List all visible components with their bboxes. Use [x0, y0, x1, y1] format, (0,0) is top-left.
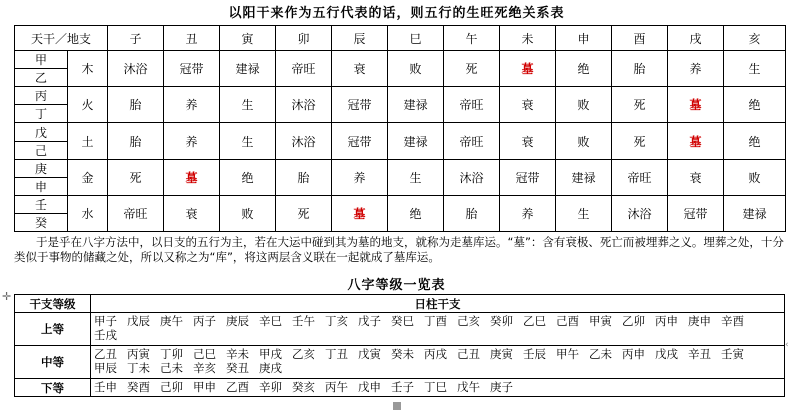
pillar-item: 丙子	[193, 314, 216, 328]
stage-cell: 养	[164, 87, 220, 123]
stage-cell: 墓	[332, 195, 388, 231]
pillar-item: 癸酉	[127, 380, 150, 394]
stage-cell: 衰	[164, 195, 220, 231]
pillar-item: 辛巳	[259, 314, 282, 328]
stage-cell: 生	[220, 123, 276, 159]
stage-cell: 冠带	[668, 195, 724, 231]
pillar-item: 丙戌	[424, 347, 447, 361]
stage-cell: 死	[108, 159, 164, 195]
pillar-item: 丙申	[622, 347, 645, 361]
pillar-item: 辛酉	[721, 314, 744, 328]
stage-cell: 生	[556, 195, 612, 231]
branch-header: 丑	[164, 26, 220, 51]
stem-cell	[15, 87, 68, 123]
element-row	[15, 159, 786, 195]
stage-cell: 胎	[612, 51, 668, 87]
stem-label: 癸	[15, 213, 67, 231]
pillar-item: 乙丑	[94, 347, 117, 361]
pillar-item: 癸巳	[391, 314, 414, 328]
stage-cell: 胎	[108, 123, 164, 159]
level-label: 中等	[15, 346, 91, 379]
element-cell: 水	[68, 195, 108, 231]
stem-label: 甲	[34, 53, 47, 68]
levels-table	[14, 294, 785, 397]
stem-cell	[15, 123, 68, 159]
stage-cell: 败	[220, 195, 276, 231]
stage-cell: 绝	[724, 87, 786, 123]
stage-cell: 绝	[220, 159, 276, 195]
element-cell: 火	[68, 87, 108, 123]
pillar-item: 甲辰	[94, 361, 117, 375]
pillar-item: 辛亥	[193, 361, 216, 375]
stage-cell: 墓	[164, 159, 220, 195]
stage-cell: 建禄	[556, 159, 612, 195]
stage-cell: 沐浴	[108, 51, 164, 87]
pillar-item: 乙未	[589, 347, 612, 361]
stage-cell: 衰	[332, 51, 388, 87]
stage-cell: 帝旺	[612, 159, 668, 195]
stage-cell: 衰	[500, 87, 556, 123]
stem-label: 戊	[34, 125, 47, 140]
stage-cell: 沐浴	[276, 87, 332, 123]
stage-cell: 败	[556, 87, 612, 123]
stage-cell: 败	[724, 159, 786, 195]
stage-cell: 墓	[668, 87, 724, 123]
stage-cell: 帝旺	[108, 195, 164, 231]
stage-cell: 养	[668, 51, 724, 87]
branch-header: 卯	[276, 26, 332, 51]
pillar-item: 癸未	[391, 347, 414, 361]
element-cell: 金	[68, 159, 108, 195]
pillar-item: 癸丑	[226, 361, 249, 375]
stem-label: 乙	[15, 68, 67, 86]
level-label: 上等	[15, 313, 91, 346]
levels-header-row	[15, 295, 785, 313]
stage-cell: 胎	[444, 195, 500, 231]
stem-cell	[15, 195, 68, 231]
pillar-item: 己巳	[193, 347, 216, 361]
stage-cell: 帝旺	[444, 123, 500, 159]
pillar-item: 癸卯	[490, 314, 513, 328]
stage-cell: 建禄	[724, 195, 786, 231]
pillar-item: 甲戌	[259, 347, 282, 361]
stage-cell: 墓	[500, 51, 556, 87]
stage-cell: 沐浴	[444, 159, 500, 195]
stem-label: 申	[15, 177, 67, 195]
stem-cell	[15, 51, 68, 87]
pillar-item: 己酉	[556, 314, 579, 328]
stage-cell: 死	[444, 51, 500, 87]
header-row	[15, 26, 786, 51]
pillar-item: 乙卯	[622, 314, 645, 328]
pillar-item: 甲午	[556, 347, 579, 361]
stage-cell: 墓	[668, 123, 724, 159]
stage-cell: 养	[332, 159, 388, 195]
pillar-item: 壬午	[292, 314, 315, 328]
stage-cell: 冠带	[164, 51, 220, 87]
branch-header: 未	[500, 26, 556, 51]
element-cell: 土	[68, 123, 108, 159]
stem-label: 己	[15, 141, 67, 159]
stage-cell: 帝旺	[444, 87, 500, 123]
stage-cell: 衰	[500, 123, 556, 159]
pillar-list	[91, 346, 785, 379]
stage-cell: 绝	[724, 123, 786, 159]
table-move-handle-icon[interactable]: ✛	[2, 290, 12, 303]
pillar-item: 甲申	[193, 380, 216, 394]
pillar-item: 壬寅	[721, 347, 744, 361]
pillar-item: 丁丑	[325, 347, 348, 361]
paragraph-text: 于是乎在八字方法中，以日支的五行为主，若在大运中碰到其为墓的地支，就称为走墓库运。“墓”：含有衰极、死亡而被埋葬之义。埋葬之处，十分类似于事物的储藏之处，所以又称之为“库”，将这两层含义联在一起就成了墓库运。	[14, 235, 784, 264]
branch-header: 申	[556, 26, 612, 51]
level-label: 下等	[15, 379, 91, 397]
pillar-item: 壬申	[94, 380, 117, 394]
stage-cell: 胎	[276, 159, 332, 195]
branch-header: 午	[444, 26, 500, 51]
pillar-item: 戊申	[358, 380, 381, 394]
stage-cell: 建禄	[388, 87, 444, 123]
pillar-item: 丁酉	[424, 314, 447, 328]
branch-header: 亥	[724, 26, 786, 51]
pillar-item: 辛未	[226, 347, 249, 361]
element-cell: 木	[68, 51, 108, 87]
wuxing-table	[14, 25, 786, 232]
pillar-item: 辛卯	[259, 380, 282, 394]
pillar-item: 丙申	[655, 314, 678, 328]
pillar-item: 戊午	[457, 380, 480, 394]
pillar-item: 己卯	[160, 380, 183, 394]
stage-cell: 养	[500, 195, 556, 231]
stage-cell: 帝旺	[276, 51, 332, 87]
level-row	[15, 379, 785, 397]
pillar-item: 癸亥	[292, 380, 315, 394]
stage-cell: 生	[220, 87, 276, 123]
stage-cell: 死	[612, 87, 668, 123]
stem-label: 丁	[15, 104, 67, 122]
branch-header: 辰	[332, 26, 388, 51]
pillar-item: 甲寅	[589, 314, 612, 328]
pillar-item: 丁亥	[325, 314, 348, 328]
stage-cell: 生	[388, 159, 444, 195]
stage-cell: 死	[276, 195, 332, 231]
pillar-list	[91, 379, 785, 397]
pillar-item: 戊戌	[655, 347, 678, 361]
explanation-paragraph	[14, 235, 785, 265]
pillar-item: 壬子	[391, 380, 414, 394]
stage-cell: 建禄	[220, 51, 276, 87]
stage-cell: 冠带	[332, 87, 388, 123]
pillar-item: 庚申	[688, 314, 711, 328]
stage-cell: 生	[724, 51, 786, 87]
pillar-item: 庚戌	[259, 361, 282, 375]
stage-cell: 沐浴	[276, 123, 332, 159]
pillar-item: 丙午	[325, 380, 348, 394]
element-row	[15, 87, 786, 123]
pillar-item: 乙巳	[523, 314, 546, 328]
pillar-list	[91, 313, 785, 346]
pillar-item: 己丑	[457, 347, 480, 361]
pillar-item: 己未	[160, 361, 183, 375]
stage-cell: 沐浴	[612, 195, 668, 231]
branch-header: 子	[108, 26, 164, 51]
branch-header: 酉	[612, 26, 668, 51]
pillar-item: 丁未	[127, 361, 150, 375]
branch-header: 巳	[388, 26, 444, 51]
stage-cell: 养	[164, 123, 220, 159]
stem-label: 丙	[34, 89, 47, 104]
pillar-item: 甲子	[94, 314, 117, 328]
stage-cell: 衰	[668, 159, 724, 195]
pillar-item: 辛丑	[688, 347, 711, 361]
pillar-item: 乙亥	[292, 347, 315, 361]
pillar-item: 庚子	[490, 380, 513, 394]
page-edge-marker: ‹	[785, 340, 789, 350]
pillar-col-header: 日柱干支	[91, 295, 785, 313]
element-row	[15, 195, 786, 231]
corner-header: 天干／地支	[15, 26, 108, 51]
pillar-item: 乙酉	[226, 380, 249, 394]
pillar-item: 戊寅	[358, 347, 381, 361]
levels-title: 八字等级一览表	[347, 278, 446, 293]
stem-label: 壬	[34, 197, 47, 212]
pillar-item: 丙寅	[127, 347, 150, 361]
stage-cell: 绝	[556, 51, 612, 87]
element-row	[15, 51, 786, 87]
stage-cell: 胎	[108, 87, 164, 123]
level-col-header: 干支等级	[15, 295, 91, 313]
stem-label: 庚	[34, 161, 47, 176]
table-title: 以阳干来作为五行代表的话，则五行的生旺死绝关系表	[228, 6, 565, 21]
level-row	[15, 346, 785, 379]
level-row	[15, 313, 785, 346]
stage-cell: 冠带	[500, 159, 556, 195]
pillar-item: 庚午	[160, 314, 183, 328]
pillar-item: 壬戌	[94, 328, 117, 342]
branch-header: 戌	[668, 26, 724, 51]
stage-cell: 败	[556, 123, 612, 159]
pillar-item: 戊辰	[127, 314, 150, 328]
pillar-item: 壬辰	[523, 347, 546, 361]
pillar-item: 丁巳	[424, 380, 447, 394]
stage-cell: 绝	[388, 195, 444, 231]
stage-cell: 败	[388, 51, 444, 87]
page-break-marker	[393, 402, 401, 410]
stem-cell	[15, 159, 68, 195]
pillar-item: 庚辰	[226, 314, 249, 328]
pillar-item: 己亥	[457, 314, 480, 328]
pillar-item: 丁卯	[160, 347, 183, 361]
stage-cell: 死	[612, 123, 668, 159]
stage-cell: 冠带	[332, 123, 388, 159]
pillar-item: 庚寅	[490, 347, 513, 361]
pillar-item: 戊子	[358, 314, 381, 328]
stage-cell: 建禄	[388, 123, 444, 159]
branch-header: 寅	[220, 26, 276, 51]
element-row	[15, 123, 786, 159]
